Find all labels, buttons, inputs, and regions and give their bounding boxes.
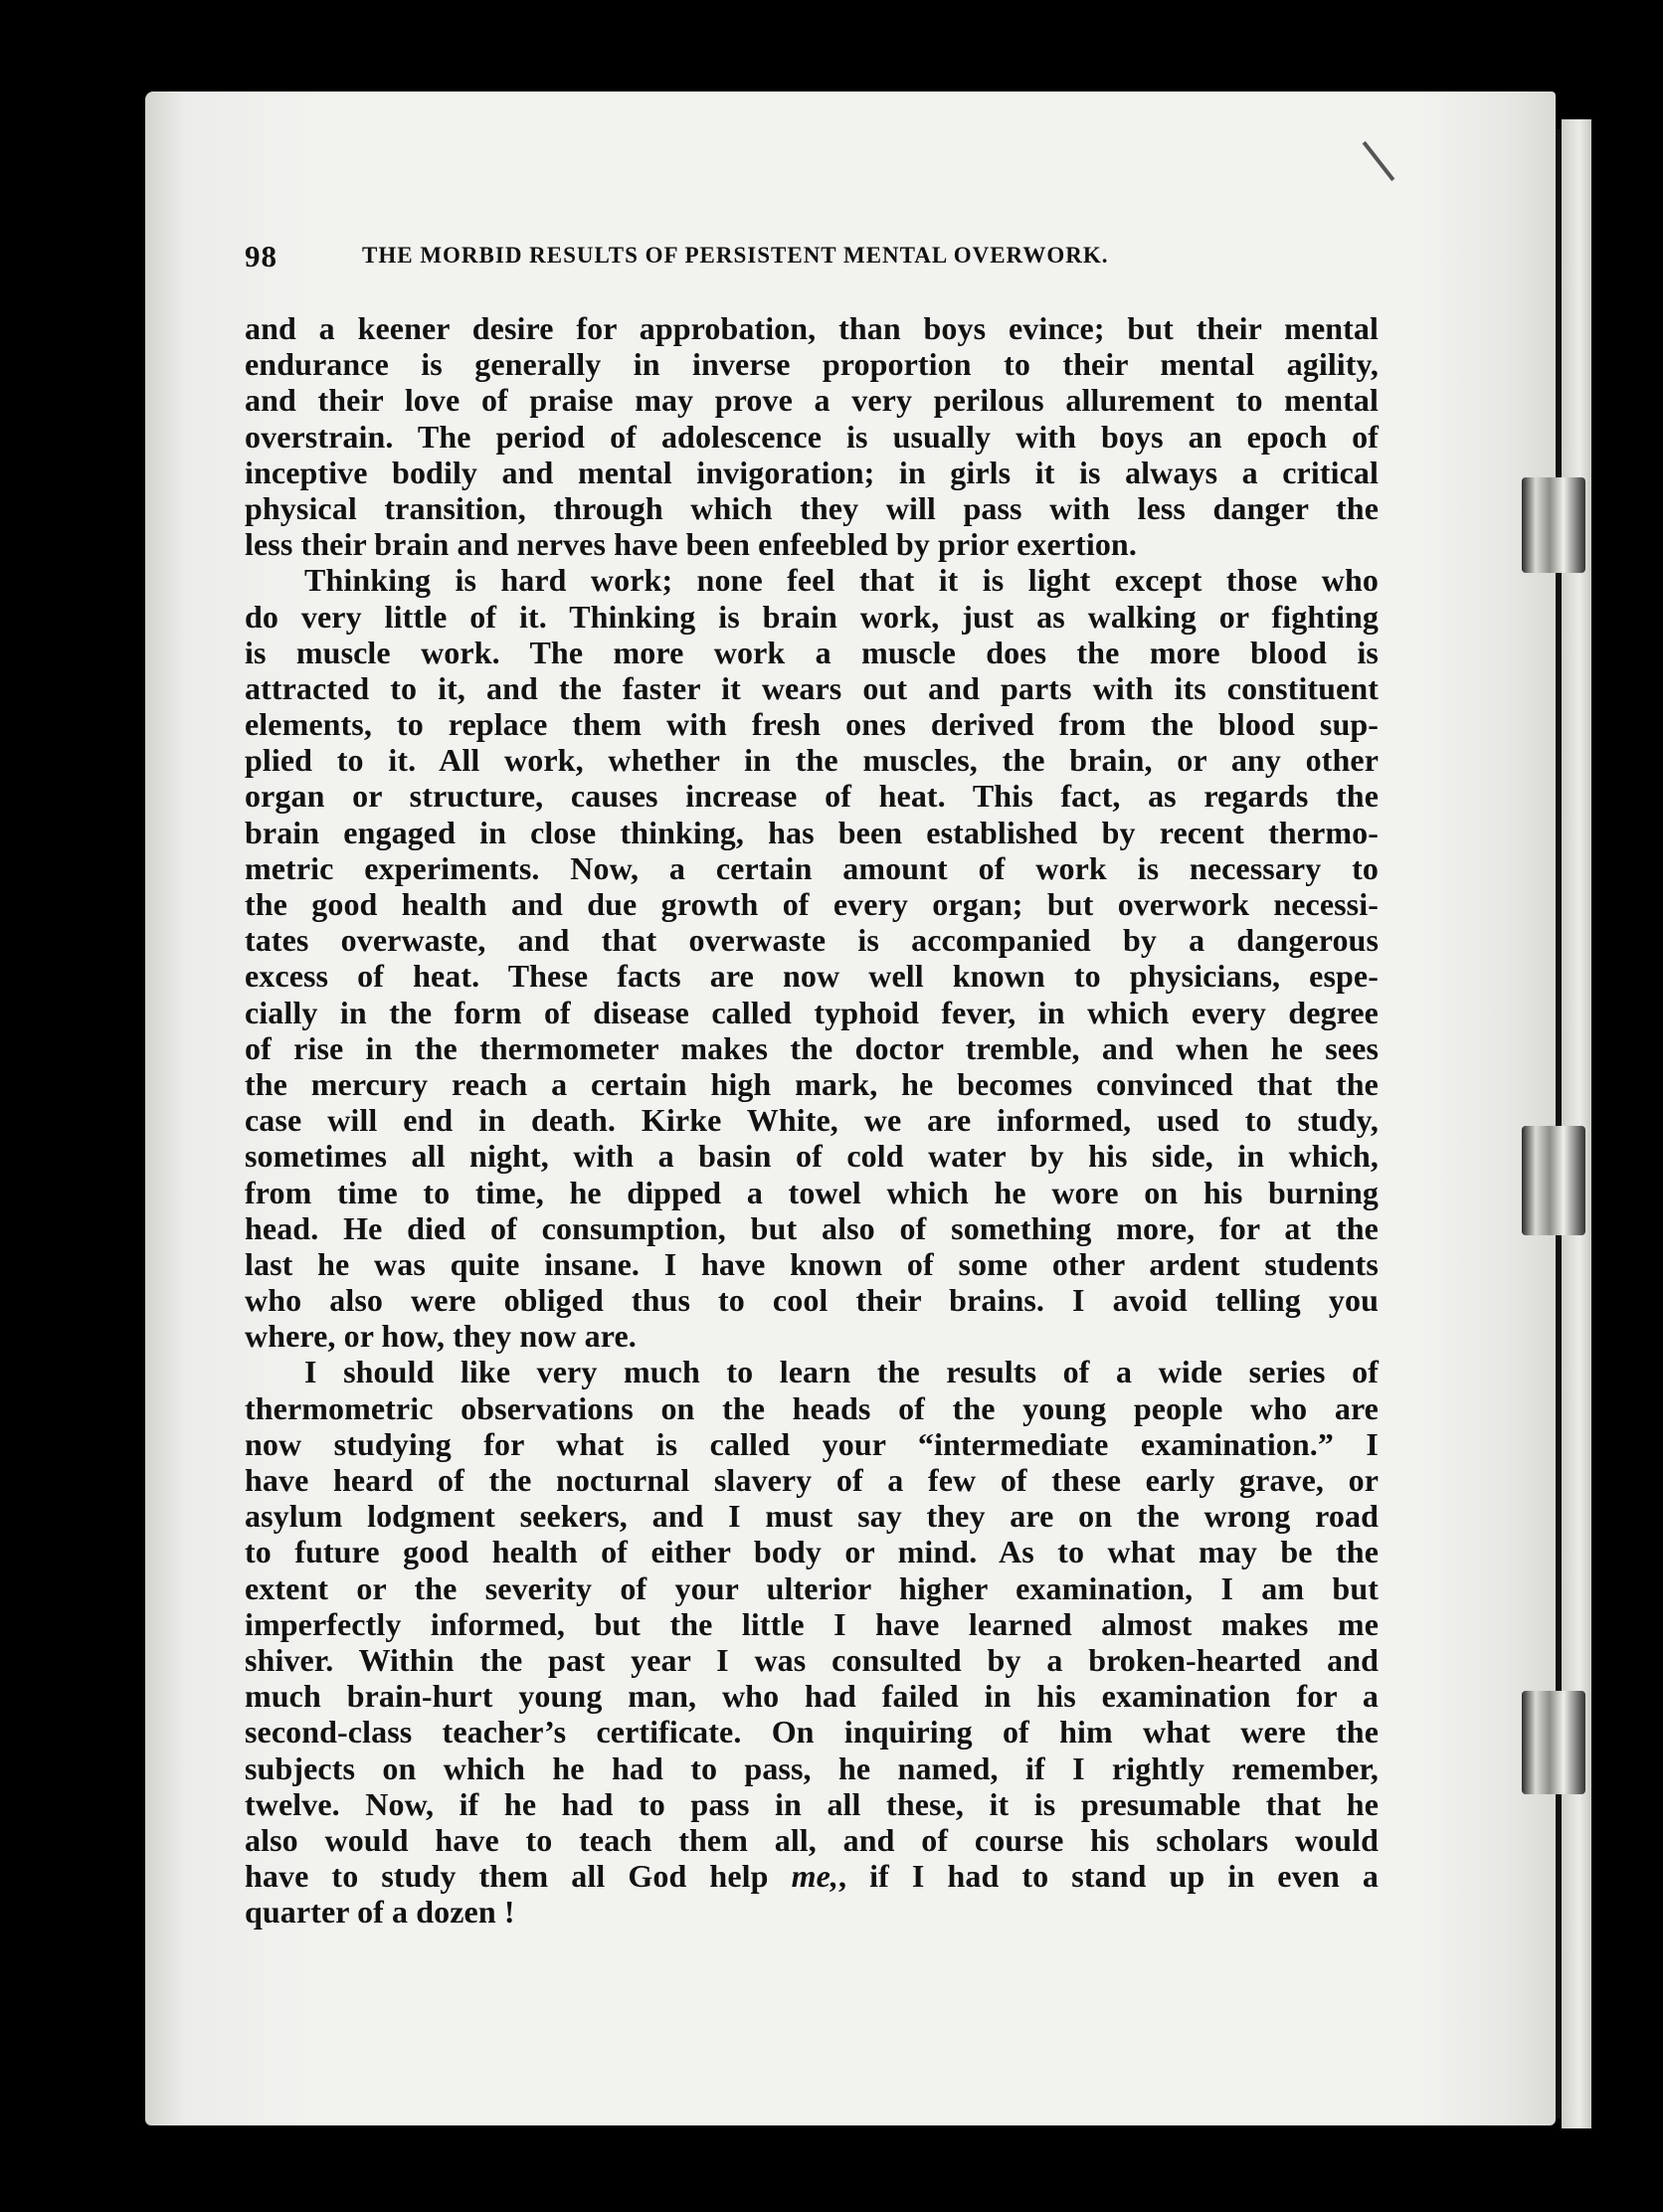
text-line: the mercury reach a certain high mark, he becomes convinced that the [245, 1065, 1379, 1102]
text-line: attracted to it, and the faster it wears out and parts with its constituent [245, 669, 1379, 706]
binding-clip-top [1522, 477, 1585, 573]
text-line: do very little of it. Thinking is brain work, just as walking or fighting [245, 598, 1379, 635]
text-line: and their love of praise may prove a very perilous allurement to mental [245, 382, 1379, 419]
text-line-mixed [245, 1858, 1379, 1894]
binding-clip-middle [1522, 1126, 1585, 1235]
text-line: where, or how, they now are. [245, 1318, 637, 1355]
text-line: thermometric observations on the heads of the young people who are [245, 1389, 1379, 1426]
page-number: 98 [245, 239, 277, 274]
text-line: also would have to teach them all, and of course his scholars would [245, 1821, 1379, 1858]
text-line: physical transition, through which they will pass with less danger the [245, 489, 1379, 526]
text-line: less their brain and nerves have been enfeebled by prior exertion. [245, 526, 1137, 563]
text-line: inceptive bodily and mental invigoration; in girls it is always a critical [245, 454, 1379, 490]
text-line: overstrain. The period of adolescence is usually with boys an epoch of [245, 418, 1379, 455]
text-line: last he was quite insane. I have known of some other ardent students [245, 1245, 1379, 1282]
text-line: extent or the severity of your ulterior higher examination, I am but [245, 1569, 1379, 1606]
text-line: twelve. Now, if he had to pass in all these, it is presumable that he [245, 1785, 1379, 1822]
text-line: case will end in death. Kirke White, we are informed, used to study, [245, 1102, 1379, 1139]
text-line: tates overwaste, and that overwaste is accompanied by a dangerous [245, 922, 1379, 959]
text-line: cially in the form of disease called typhoid fever, in which every degree [245, 994, 1379, 1030]
text-line: I should like very much to learn the results of a wide series of [304, 1354, 1379, 1390]
page-header [245, 239, 1379, 286]
text-line: is muscle work. The more work a muscle does the more blood is [245, 634, 1379, 670]
text-line: now studying for what is called your “intermediate examination.” I [245, 1425, 1379, 1462]
text-line: imperfectly informed, but the little I have learned almost makes me [245, 1605, 1379, 1642]
paragraph [245, 562, 1379, 1354]
text-line: plied to it. All work, whether in the muscles, the brain, or any other [245, 742, 1379, 779]
paragraph [245, 1354, 1379, 1930]
text-line: quarter of a dozen ! [245, 1894, 515, 1931]
text-line: Thinking is hard work; none feel that it is light except those who [304, 562, 1379, 599]
paragraph [245, 310, 1379, 562]
text-line: subjects on which he had to pass, he named, if I rightly remember, [245, 1750, 1379, 1786]
body-text [245, 310, 1379, 1930]
text-line: second-class teacher’s certificate. On inquiring of him what were the [245, 1714, 1379, 1751]
page-text [245, 239, 1379, 1930]
text-line: shiver. Within the past year I was consulted by a broken-hearted and [245, 1641, 1379, 1678]
text-line: who also were obliged thus to cool their brains. I avoid telling you [245, 1282, 1379, 1319]
text-line: to future good health of either body or mind. As to what may be the [245, 1534, 1379, 1570]
binding-clip-bottom [1522, 1691, 1585, 1794]
text-line: and a keener desire for approbation, than boys evince; but their mental [245, 310, 1379, 346]
text-line: much brain-hurt young man, who had failed in his examination for a [245, 1678, 1379, 1715]
text-line: excess of heat. These facts are now well known to physicians, espe- [245, 958, 1379, 995]
text-line: head. He died of consumption, but also of something more, for at the [245, 1209, 1379, 1246]
running-head: THE MORBID RESULTS OF PERSISTENT MENTAL OVERWORK. [362, 243, 1109, 268]
text-line: sometimes all night, with a basin of cold water by his side, in which, [245, 1138, 1379, 1175]
text-line: endurance is generally in inverse proportion to their mental agility, [245, 346, 1379, 383]
facing-page-edge [1562, 119, 1591, 2128]
text-line: asylum lodgment seekers, and I must say they are on the wrong road [245, 1498, 1379, 1535]
text-line: of rise in the thermometer makes the doctor tremble, and when he sees [245, 1029, 1379, 1066]
text-segment: , if I had to stand up in even a [837, 1858, 1380, 1895]
text-line: the good health and due growth of every organ; but overwork necessi- [245, 886, 1379, 922]
text-segment: have to study them all God help [245, 1858, 769, 1895]
text-line: have heard of the nocturnal slavery of a few of these early grave, or [245, 1462, 1379, 1498]
text-line: elements, to replace them with fresh ones derived from the blood sup- [245, 706, 1379, 743]
text-line: organ or structure, causes increase of heat. This fact, as regards the [245, 778, 1379, 815]
text-line: metric experiments. Now, a certain amount of work is necessary to [245, 849, 1379, 886]
text-line: from time to time, he dipped a towel which he wore on his burning [245, 1174, 1379, 1210]
italic-word: me, [791, 1858, 838, 1895]
text-line: brain engaged in close thinking, has been established by recent thermo- [245, 814, 1379, 850]
